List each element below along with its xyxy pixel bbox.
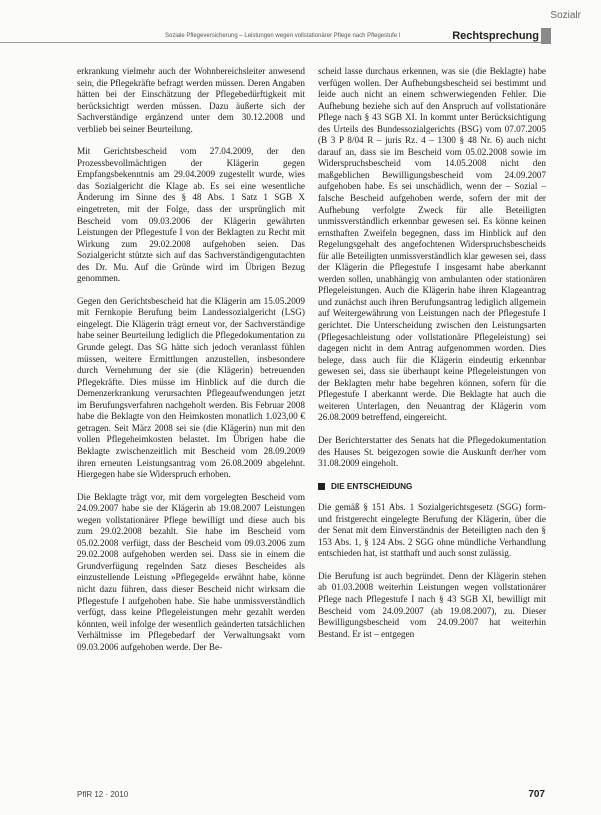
header-section-label: Sozialr: [550, 10, 581, 21]
paragraph: Mit Gerichtsbescheid vom 27.04.2009, der den Prozessbevollmächtigen der Klägerin gegen Empfangsbekenntnis am 29.04.2009 zugestellt wurde, wies das Sozialgericht die Klage ab. Es sei eine wesentliche Änderung im Sinne des § 48 Abs. 1 Satz 1 SGB X eingetreten, mit der Folge, dass der ursprünglich mit Bescheid vom 09.03.2006 der Klägerin gewährten Leistungen der Pflegestufe I von der Beklagten zu Recht mit Wirkung zum 29.02.2008 aufgehoben seien. Das Sozialgericht stützte sich auf das Sachverständigengutachten des Dr. Mu. Auf die Gründe wird im Übrigen Bezug genommen.: [77, 146, 305, 284]
section-heading: [318, 481, 546, 493]
header-title: Rechtsprechung: [448, 30, 539, 42]
paragraph: Der Berichterstatter des Senats hat die Pflegedokumentation des Hauses St. beigezogen sowie die Auskunft der/her vom 31.08.2009 eingeholt.: [318, 434, 546, 469]
paragraph: Die Berufung ist auch begründet. Denn der Klägerin stehen ab 01.03.2008 weiterhin Leistungen wegen vollstationärer Pflege nach Pflegestufe I nach § 43 SGB XI, bewilligt mit Bescheid vom 24.09.2007 (ab 19.08.2007), zu. Dieser Bewilligungsbescheid vom 24.09.2007 hat weiterhin Bestand. Er ist – entgegen: [318, 570, 546, 639]
left-column: [77, 66, 305, 664]
section-heading-text: DIE ENTSCHEIDUNG: [331, 481, 413, 491]
header-subtitle: Soziale Pflegeversicherung – Leistungen wegen vollstationärer Pflege nach Pflegestufe I: [165, 33, 403, 39]
paragraph: scheid lasse durchaus erkennen, was sie (die Beklagte) habe verfügen wollen. Der Aufhebungsbescheid sei bestimmt und leide auch nicht an einem schwerwiegenden Fehler. Die Aufhebung beziehe sich auf den Anspruch auf vollstationäre Pflege nach § 43 SGB XI. In kommt unter Berücksichtigung des Urteils des Bundessozialgerichts (BSG) vom 07.07.2005 (B 3 P 8/04 R – juris Rz. 4 – 1300 § 48 Nr. 6) auch nicht darauf an, dass sie im Bescheid vom 05.02.2008 sowie im Widerspruchsbescheid vom 14.05.2008 nicht den maßgeblichen Bewilligungsbescheid vom 24.09.2007 aufgehoben habe. Es sei unschädlich, wenn der – Sozial – falsche Bescheid aufgehoben werde, sofern der mit der Aufhebung verfolgte Zweck für alle Beteiligten unmissverständlich erkennbar gewesen sei. Es könne keinen ernsthaften Zweifeln begegnen, dass im Hinblick auf den Regelungsgehalt des angefochtenen Widerspruchsbescheids für alle Beteiligten unmissverständlich klar gewesen sei, dass der Klägerin die Pflegestufe I insgesamt habe aberkannt werden sollen, unabhängig von ambulanten oder stationären Pflegeleistungen. Auch die Klägerin habe ihren Klageantrag und zunächst auch ihren Berufungsantrag lediglich allgemein auf Weitergewährung von Leistungen nach der Pflegestufe I gerichtet. Die Unterscheidung zwischen den Leistungsarten (Pflegesachleistung oder vollstationäre Pflegeleistung) sei dagegen nicht in dem Antrag aufgenommen worden. Dies belege, dass auch für die Klägerin eindeutig erkennbar gewesen sei, dass sie überhaupt keine Pflegeleistungen von der Beklagten mehr habe begehren können, sofern für die Pflegestufe I aberkannt werde. Die Beklagte hat auch die weiteren Unterlagen, den Neuantrag der Klägerin vom 26.08.2009 betreffend, eingereicht.: [318, 66, 546, 423]
heading-square-icon: [318, 483, 325, 490]
paragraph: Die Beklagte trägt vor, mit dem vorgelegten Bescheid vom 24.09.2007 habe sie der Klägerin ab 19.08.2007 Leistungen wegen vollstationärer Pflege bewilligt und diese auch bis zum 29.02.2008 bezahlt. Sie habe im Bescheid vom 05.02.2008 verfügt, dass der Bescheid vom 09.03.2006 zum 29.02.2008 aufgehoben werden sei. Dass sie in einem die Grundverfügung regelnden Satz dieses Bescheides als einzustellende Leistung »Pflegegeld« erwähnt habe, könne nicht dazu führen, dass dieser Bescheid nicht wirksam die Pflegestufe I aufgehoben habe. Sie habe unmissverständlich verfügt, dass keine Pflegeleistungen mehr gezahlt werden könnten, weil infolge der wesentlich geänderten tatsächlichen Verhältnisse im Pflegebedarf der Verwaltungsakt vom 09.03.2006 aufgehoben werde. Der Be-: [77, 491, 305, 652]
paragraph: Gegen den Gerichtsbescheid hat die Klägerin am 15.05.2009 mit Fernkopie Berufung beim Landessozialgericht (LSG) eingelegt. Die Klägerin trägt erneut vor, der Sachverständige habe seiner Beurteilung lediglich die Pflegedokumentation zu Grunde gelegt. Das SG hätte sich jedoch veranlasst fühlen müssen, weitere Ermittlungen anzustellen, insbesondere durch Vernehmung der sie (die Klägerin) betreuenden Pflegekräfte. Dies müsse im Hinblick auf die durch die Demenzerkrankung verursachten Pflegeaufwendungen jetzt im Berufungsverfahren nachgeholt werden. Bis Februar 2008 habe die Beklagte von den Heimkosten monatlich 1.023,00 € getragen. Seit März 2008 sei sie (die Klägerin) nun mit den vollen Pflegeheimkosten belastet. Im Übrigen habe die Beklagte zwischenzeitlich mit Bescheid vom 28.09.2009 ihren erneuten Leistungsantrag vom 26.08.2009 abgelehnt. Hiergegen habe sie Widerspruch erhoben.: [77, 295, 305, 480]
header-rule: [0, 42, 541, 43]
right-column: [318, 66, 546, 651]
paragraph: Die gemäß § 151 Abs. 1 Sozialgerichtsgesetz (SGG) form- und fristgerecht eingelegte Berufung der Klägerin, über die der Senat mit dem Einverständnis der Beteiligten nach den § 153 Abs. 1, § 124 Abs. 2 SGG ohne mündliche Verhandlung entschieden hat, ist statthaft und auch sonst zulässig.: [318, 502, 546, 559]
header-bar: [0, 28, 601, 48]
footer-journal: PflR 12 · 2010: [77, 790, 129, 799]
paragraph: erkrankung vielmehr auch der Wohnbereichsleiter anwesend sein, die Pflegekräfte befragt werden müssen. Deren Angaben hätten bei der Einschätzung der Pflegebedürftigkeit mit berücksichtigt werden müssen. Dazu äußerte sich der Sachverständige ergänzend unter dem 30.12.2008 und verblieb bei seiner Beurteilung.: [77, 66, 305, 134]
header-marker-block: [541, 28, 551, 44]
page-number: 707: [528, 789, 545, 800]
